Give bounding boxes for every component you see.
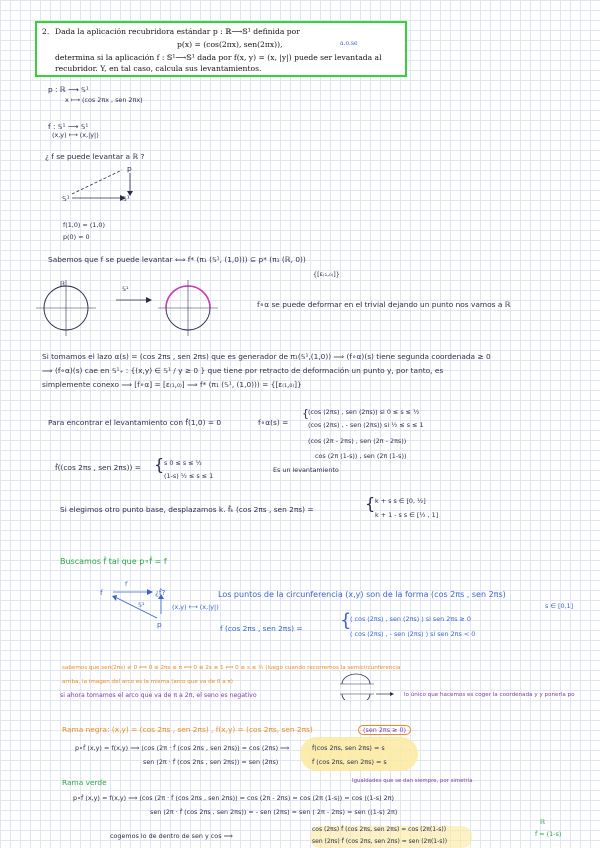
note-line: f (cos 2πs , sen 2πs) = xyxy=(220,624,303,633)
note-line: Sabemos que f se puede levantar ⟺ f* (π₁ (𝕊¹, (1,0))) ⊆ p* (π₁ (ℝ, 0)) xyxy=(48,255,306,264)
note-line: p∘f̂ (x,y) = f(x,y) ⟹ (cos (2π · f̂ (cos 2πs , sen 2πs)) = cos (2π - 2πs) = cos (2π (1-s)) = cos ((1-s) 2π) xyxy=(73,794,394,802)
note-line: ⟹ (f∘α)(s) cae en 𝕊¹₊ : {(x,y) ∈ 𝕊¹ / y ≥ 0 } que tiene por retracto de deformación un punto y, por tanto, es xyxy=(42,366,444,375)
note-line: f(1,0) = (1,0) xyxy=(63,221,105,229)
circle-label-alpha: ℝ xyxy=(60,280,66,288)
lower-arc xyxy=(342,694,370,700)
note-line: p : ℝ ⟶ 𝕊¹ xyxy=(48,85,89,94)
note-line: Si tomamos el lazo α(s) = (cos 2πs , sen 2πs) que es generador de π₁(𝕊¹,(1,0)) ⟹ (f∘α)(s) tiene segunda coordenada ≥ 0 xyxy=(42,352,491,361)
arrowhead xyxy=(147,589,153,595)
note-line: simplemente conexo ⟹ [f∘α] = [ε₍₁,₀₎] ⟹ f* (π₁ (𝕊¹, (1,0))) = {[ε₍₁,₀₎]} xyxy=(42,380,302,389)
arc-sketch xyxy=(340,672,400,700)
diagram-label-r: p xyxy=(127,164,132,173)
problem-statement-box xyxy=(35,21,407,77)
diagram-label-s1: ¿f̂? xyxy=(155,588,166,597)
diagram-label-r: f xyxy=(100,588,103,597)
note-line: lo único que hacemos es coger la coordenada y y ponerla po xyxy=(404,692,575,698)
arrowhead xyxy=(146,297,152,303)
note-line: (cos (2πs) , - sen (2πs)) si ½ ≤ s ≤ 1 xyxy=(308,421,424,429)
note-line: cogemos lo de dentro de sen y cos ⟹ xyxy=(110,832,233,840)
note-line: f∘α se puede deformar en el trivial dejando un punto nos vamos a ℝ xyxy=(257,300,511,309)
note-line: sen (2πs) f̂ (cos 2πs, sen 2πs) = sen (2π(1-s)) xyxy=(312,838,448,845)
diagram-label-s1: p xyxy=(157,620,162,629)
note-line: Igualdades que se dan siempre, por simetría xyxy=(352,778,473,784)
note-line: Buscamos f̂ tal que p∘f̂ = f xyxy=(60,557,167,566)
note-line: s ∈ [0,1] xyxy=(545,602,574,610)
upper-arc xyxy=(342,674,370,684)
note-line: sen (2π · f̂ (cos 2πs , sen 2πs)) = - sen (2πs) = sen ( 2π - 2πs) = sen ((1-s) 2π) xyxy=(150,808,398,816)
note-line: ℝ xyxy=(540,818,546,826)
diagram-label-p: f xyxy=(125,580,128,588)
note-line: f∘α(s) = xyxy=(258,418,289,427)
note-line: ( cos (2πs) , - sen (2πs) ) si sen 2πs < 0 xyxy=(350,630,476,638)
note-line: Para encontrar el levantamiento con f̂(1,0) = 0 xyxy=(48,418,222,427)
problem-number: 2. xyxy=(42,27,50,36)
circle-label-f: 𝕊¹ xyxy=(122,285,129,293)
problem-line-3: determina si la aplicación f : 𝕊¹⟶𝕊¹ dada por f(x, y) = (x, |y|) puede ser levantada al xyxy=(55,53,382,62)
note-line: cos (2π (1-s)) , sen (2π (1-s)) xyxy=(315,452,407,460)
note-line: p(0) = 0 xyxy=(63,233,90,241)
note-line: Los puntos de la circunferencia (x,y) son de la forma (cos 2πs , sen 2πs) xyxy=(218,590,506,599)
note-line: arriba, la imagen del arco es la misma (arco que va de 0 a π) xyxy=(62,679,233,685)
note-line: Rama negra: (x,y) = (cos 2πs , sen 2πs) , f(x,y) = (cos 2πs, sen 2πs) xyxy=(62,725,313,734)
diagram-label-f: (x,y) ⟼ (x,|y|) xyxy=(172,603,219,611)
arrowhead xyxy=(112,595,117,601)
note-line: k + s s ∈ [0, ½] xyxy=(375,497,426,505)
lifting-diagram xyxy=(40,160,160,220)
note-line: x ⟼ (cos 2πx , sen 2πx) xyxy=(65,96,143,104)
problem-annotation: a.o.se xyxy=(340,40,358,47)
note-line: k + 1 - s s ∈ [½ , 1] xyxy=(375,511,439,519)
note-line: f̂((cos 2πs , sen 2πs)) = xyxy=(55,463,141,472)
note-line: cos (2πs) f̂ (cos 2πs, sen 2πs) = cos (2π(1-s)) xyxy=(312,826,447,833)
note-line: ( cos (2πs) , sen (2πs) ) si sen 2πs ≥ 0 xyxy=(350,615,471,623)
note-line: f : 𝕊¹ ⟶ 𝕊¹ xyxy=(48,122,89,131)
note-line: si ahora tomamos el arco que va de π a 2π, el seno es negativo xyxy=(60,692,257,699)
diagram-label-s1-left: 𝕊¹ xyxy=(62,194,70,203)
problem-line-1: Dada la aplicación recubridora estándar p : ℝ⟶𝕊¹ definida por xyxy=(55,27,300,36)
arrow-lift xyxy=(117,598,157,618)
note-line: ¿ f se puede levantar a ℝ ? xyxy=(45,152,145,161)
note-line: p∘f̂ (x,y) = f(x,y) ⟹ (cos (2π · f̂ (cos 2πs , sen 2πs)) = cos (2πs) ⟹ xyxy=(75,744,290,752)
note-line: (cos (2π - 2πs) , sen (2π - 2πs)) xyxy=(308,437,407,445)
note-line: f̂ = (1-s) xyxy=(535,830,562,838)
note-line: s 0 ≤ s ≤ ½ xyxy=(164,459,202,467)
note-line: sen (2π · f̂ (cos 2πs , sen 2πs)) = sen (2πs) xyxy=(143,758,279,766)
diagram-label-lift: 𝕊¹ xyxy=(138,601,145,609)
note-line: (x,y) ⟼ (x,|y|) xyxy=(52,131,99,139)
diagram-label-s1-right: 𝕊¹ xyxy=(122,194,130,203)
note-line: {[ε₍₁,₀₎]} xyxy=(313,270,340,278)
note-line: sabemos que sen(2πs) ≥ 0 ⟺ 0 ≤ 2πs ≤ π ⟺ 0 ≤ 2s ≤ 1 ⟺ 0 ≤ s ≤ ½ (luego cuando recorremos la semicircunferencia xyxy=(62,665,401,671)
note-line: Rama verde xyxy=(62,778,107,787)
note-line: Es un levantamiento xyxy=(273,466,339,474)
note-line: f̂(cos 2πs, sen 2πs) = s xyxy=(312,744,385,752)
arrowhead xyxy=(390,692,394,696)
problem-line-4: recubridor. Y, en tal caso, calcula sus levantamientos. xyxy=(55,64,262,73)
note-line: (sen 2πs ≥ 0) xyxy=(358,725,411,735)
note-line: Si elegimos otro punto base, desplazamos k. f̂ₖ (cos 2πs , sen 2πs) = xyxy=(60,505,314,514)
note-line: f̂ (cos 2πs, sen 2πs) = s xyxy=(312,758,387,766)
note-line: (cos (2πs) , sen (2πs)) si 0 ≤ s ≤ ½ xyxy=(308,408,420,416)
arrow-lift xyxy=(72,170,122,194)
problem-formula: p(x) = (cos(2πx), sen(2πx)), xyxy=(177,40,283,49)
note-line: (1-s) ½ ≤ s ≤ 1 xyxy=(164,472,214,480)
